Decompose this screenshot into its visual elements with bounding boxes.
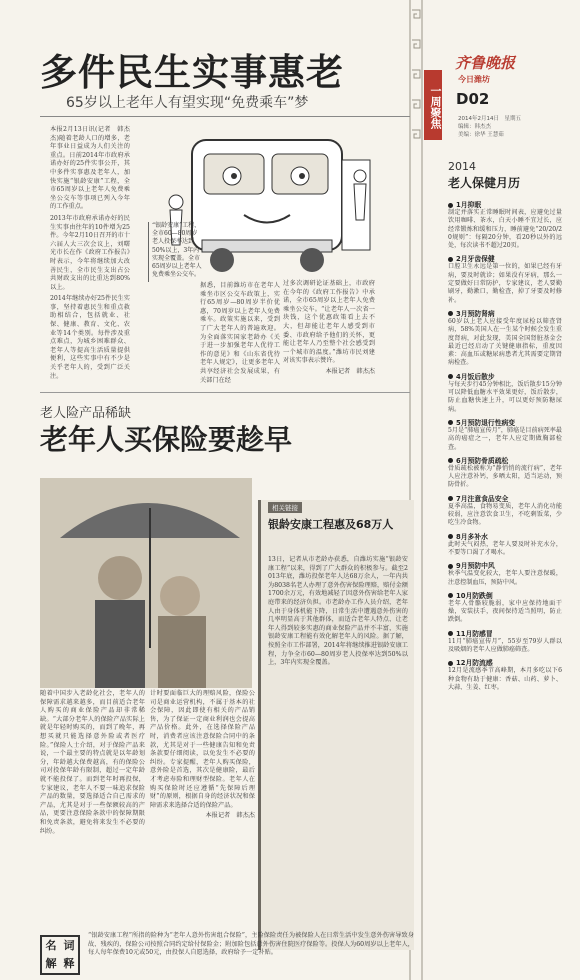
almanac-month-heading xyxy=(448,628,562,638)
story1-col4-text: 过多次调研论证基础上，市政府在今年的《政府工作报告》中承诺，全市65周岁以上老年人免费乘坐公交车。“让老年人一次省一块钱，这个优惠政策看上去不大，但却能让老年人感受到市委、市政府给予他们的关怀，更能让老年人乃至整个社会感受到一个城市的温度。”潍坊市民刘建对该实事表示赞许。 xyxy=(283,280,375,365)
bullet-dot-icon xyxy=(448,420,453,425)
story2-column-a: 随着中国步入老龄化社会，老年人的保障需求越来越多，而目前适合老年人购买的商业保险产品却非常稀缺。“大部分老年人的保险产品实际上就是年轻时购买的，而到了晚年，再想买就只能选择意外险或者医疗险。”保险人士介绍，对于保险产品来说，一个最主要的特点就是以年龄划分，年龄越大保费越高，有的保险公司对投保年龄有限制，超过一定年龄就不能投保了。而到老年时再投保，专家建议，老年人不要一味追求保险产品的数量，要选择适合自己需求的产品，尤其是对于一些保额较高的产品，更要注意保险条款中的保障期限和免责条款，避免将来发生不必要的纠纷。 xyxy=(40,690,145,835)
almanac-month-heading xyxy=(448,560,562,570)
newspaper-logo: 齐鲁晚报 xyxy=(455,54,516,72)
almanac-month-heading xyxy=(448,590,562,600)
bullet-dot-icon xyxy=(448,496,453,501)
story2-byline: 本报记者 韩杰杰 xyxy=(205,812,255,820)
glossary-label xyxy=(40,935,80,975)
story2-headline: 老年人买保险要趁早 xyxy=(40,423,293,456)
main-subhead: 65岁以上老年人有望实现“免费乘车”梦 xyxy=(66,95,309,111)
almanac-month-label: 2月牙齿保健 xyxy=(456,255,495,264)
bullet-dot-icon xyxy=(448,374,453,379)
almanac-month-label: 9月预防中风 xyxy=(456,562,495,571)
bullet-dot-icon xyxy=(448,564,453,569)
design-line: 美编：徐华 王慧茹 xyxy=(458,132,504,138)
almanac-month-text: 此时天气闷热，老年人要及时补充水分，不要等口渴了才喝水。 xyxy=(448,540,562,556)
story1-byline: 本报记者 韩杰杰 xyxy=(325,367,375,375)
story1-para-3: 2014年继续办好25件民生实事，坚持着惠民生和重点救助相结合，包括就业、社保、健康、教育、文化、农业等14个类别。每件涉及重点难点，为城乡困难群众、老年人等提高生活质量提供便利，这些实事中有不少是关乎老年人的，受到广泛关注。 xyxy=(50,295,130,380)
almanac-month-text: 老年人骨骼较脆弱，家中应保持地面干燥，安装扶手，夜间保持适当照明，防止跌倒。 xyxy=(448,599,562,624)
almanac-month-label: 12月防流感 xyxy=(456,659,493,668)
almanac-month-label: 11月防感冒 xyxy=(456,629,493,638)
weekly-focus-band: 一周聚焦 xyxy=(424,70,442,140)
story1-caption: “银龄安康”工程，全市60—80周岁老人投保率达到50%以上，3年内实现全覆盖。全市65周岁以上老年人免费乘坐公交车。 xyxy=(152,222,202,279)
bullet-dot-icon xyxy=(448,631,453,636)
almanac-month-text: 制定并落实正常睡眠时间表，应避免过量饮用咖啡、茶水，白天小睡不宜过长，应经常锻炼和缓和压力，睡前避免“20/20/20规则”：每隔20分钟，看20秒以外的远处，每次读书不超过20页。 xyxy=(448,209,562,250)
elderly-couple-umbrella-photo xyxy=(40,478,252,688)
bullet-dot-icon xyxy=(448,593,453,598)
story1-column-1 xyxy=(50,126,130,380)
main-headline: 多件民生实事惠老 xyxy=(40,51,344,94)
almanac-month-text: 夏季高温，食物易变质，老年人消化功能较弱，应注意饮食卫生，不吃剩饭菜，少吃生冷食物。 xyxy=(448,502,562,527)
section-divider xyxy=(40,392,410,393)
almanac-month-text: 秋季气温变化较大，老年人要注意保暖，注意控制血压，预防中风。 xyxy=(448,570,562,586)
almanac-month-text: 口腔卫生永远是第一位的，如果已经有牙病，要及时就诊；如果没有牙病，那么一定要做好日常防护，专家建议，老人要勤刷牙，勤漱口，勤检查，掉了牙要及时修补。 xyxy=(448,263,562,304)
almanac-month-label: 1月抑眠 xyxy=(456,201,482,209)
date-line: 2014年2月14日 星期五 xyxy=(458,116,521,122)
almanac-month-heading xyxy=(448,493,562,503)
almanac-month-heading xyxy=(448,308,562,318)
story2-col-b-text: 计时要面临巨大的理赔风险，保险公司是商业运营机构，不属于基本的社会保障，因此即使有相关的产品销售，为了保证一定商业利润也会提高产品价格。此外，在选择保险产品时，消费者应该注意保险合同中的条款，尤其是对于一些健康告知和免责条款要仔细阅读，以免发生不必要的纠纷。专家提醒，老年人购买保险，意外险是首选，其次是健康险，最后才考虑寿险和理财型保险。老年人在购买保险时还应遵循“先保障后理财”的原则，根据自身的经济状况和保障需求来选择合适的保险产品。 xyxy=(150,690,255,809)
almanac-month-text: 11月“肺癌宣传月”，55岁至79岁人群以及吸烟的老年人应做肺癌筛查。 xyxy=(448,637,562,653)
bullet-dot-icon xyxy=(448,458,453,463)
almanac-list xyxy=(448,196,562,692)
story1-para-2: 2013年市政府承诺办好的民生实事由往年的10件增为25件。今年2月10日召开的市十六届人大三次会议上，刘曙光市长在作《政府工作报告》时表示，今年将继续加大改善民生，全市民生支出占公共财政支出的比重达到80%以上。 xyxy=(50,214,130,291)
almanac-month-heading xyxy=(448,531,562,541)
almanac-month-text: 与每天步行45分钟相比，饭后散步15分钟可以降低血糖水平效果更好，饭后散步，防止血糖快速上升，可以更好预防糖尿病。 xyxy=(448,380,562,413)
section-name: 今日潍坊 xyxy=(458,75,490,84)
almanac-title: 老人保健月历 xyxy=(448,176,521,190)
almanac-month-heading xyxy=(448,455,562,465)
almanac-month-heading xyxy=(448,199,562,209)
story1-column-4 xyxy=(283,280,375,380)
almanac-year: 2014 xyxy=(448,160,476,173)
bullet-dot-icon xyxy=(448,311,453,316)
story1-para-1: 本报2月13日讯(记者 韩杰杰)随着老龄人口的增多，老年事业日益成为人们关注的重点。日前2014年市政府承诺办好的25件实事公开，其中多件实事惠及老年人，加快实施“银龄安康”工程，全市65周岁以上老年人免费乘坐公交车等事项已列入今年的工作重点。 xyxy=(50,126,130,211)
almanac-month-label: 8月多补水 xyxy=(456,532,488,541)
almanac-month-heading xyxy=(448,657,562,667)
glossary-char-4: 释 xyxy=(63,957,75,970)
story2-column-b xyxy=(150,690,255,821)
glossary-text: “银龄安康工程”所指的险种为“老年人意外伤害组合保险”，主险保险责任为被保险人在日常生活中发生意外伤害导致身故、残疾的，保险公司按照合同约定给付保险金；附加险包括意外伤害住院医疗保险等。投保人为60周岁以上老年人，每人每年保费10元或50元，由投保人自愿选择，政府给予一定补贴。 xyxy=(88,932,414,957)
almanac-month-heading xyxy=(448,253,562,263)
glossary-char-3: 解 xyxy=(45,957,57,970)
headline-divider xyxy=(40,116,410,117)
almanac-month-text: 60岁以上老人应接受年度尿检以筛查肾病，58%美国人在一生某个时候会发生重度肾病，对此发现，美国全国肾脏基金会最近已经启动了关键健康指标，重度因素：高血压或糖尿病患者尤其需要定期肾病检查。 xyxy=(448,317,562,367)
glossary-char-2: 词 xyxy=(63,939,75,952)
glossary-char-1: 名 xyxy=(45,939,57,952)
almanac-month-label: 7月注意食品安全 xyxy=(456,494,509,503)
caption-rule xyxy=(148,222,149,282)
almanac-month-label: 4月饭后散步 xyxy=(456,372,495,381)
story1-column-3: 据悉，目前潍坊市在老年人乘坐市区公交车政策上，实行65周岁—80周岁半价优惠，70周岁以上老年人免费乘车。政策实施以来，受到了广大老年人的普遍欢迎。为全面落实国家老龄办《关于进一步加强老年人优待工作的意见》和《山东省优待老年人规定》，让更多老年人共享经济社会发展成果，有关部门在经 xyxy=(200,282,280,384)
almanac-month-text: 5月是“肺癌宣传月”，肺癌是目前病死率最高的癌症之一，老年人应定期做胸部检查。 xyxy=(448,426,562,451)
related-label: 相关链接 xyxy=(268,502,302,513)
bullet-dot-icon xyxy=(448,661,453,666)
almanac-month-label: 3月预防肾病 xyxy=(456,309,495,318)
bullet-dot-icon xyxy=(448,203,453,208)
masthead-meta xyxy=(458,115,521,139)
page-number: D02 xyxy=(456,90,490,108)
almanac-month-label: 10月防跌倒 xyxy=(456,591,493,600)
almanac-month-text: 骨质疏松被称为“静悄悄的流行病”，老年人应注意补钙，多晒太阳，适当运动，预防骨折。 xyxy=(448,464,562,489)
bullet-dot-icon xyxy=(448,534,453,539)
related-title: 银龄安康工程惠及68万人 xyxy=(268,518,394,531)
story2-kicker: 老人险产品稀缺 xyxy=(40,406,132,421)
almanac-month-heading xyxy=(448,371,562,381)
almanac-month-heading xyxy=(448,417,562,427)
almanac-month-label: 5月预防退行性病变 xyxy=(456,418,516,427)
almanac-month-text: 12月是流感季节高峰期，本月多吃以下6种食物有助于健康：香菇、山药、萝卜、大蒜、生姜、红枣。 xyxy=(448,667,562,691)
editor-line: 编辑：韩杰杰 xyxy=(458,124,492,130)
almanac-month-label: 6月预防骨质疏松 xyxy=(456,456,509,465)
bullet-dot-icon xyxy=(448,257,453,262)
related-body: 13日，记者从市老龄办获悉，自潍坊实施“银龄安康工程”以来，得到了广大群众的积极参与。截至2013年底，潍坊投保老年人达68万余人，一年内共为8038名老人办理了意外伤害保险理赔，赔付金额1700余万元，有效地减轻了因意外伤害给老年人家庭带来的经济负担。市老龄办工作人员介绍，老年人由于身体机能下降，日常生活中遭遇意外伤害的几率明显高于其他群体，而适合老年人特点、让老年人得到较多实惠的商业保险产品并不丰富，实施银龄安康工程能有效化解老年人的风险。据了解，按照全市工作部署，2014年将继续推进银龄安康工程，力争全市60—80周岁老人投保率达到50%以上，3年内实现全覆盖。 xyxy=(268,556,408,667)
